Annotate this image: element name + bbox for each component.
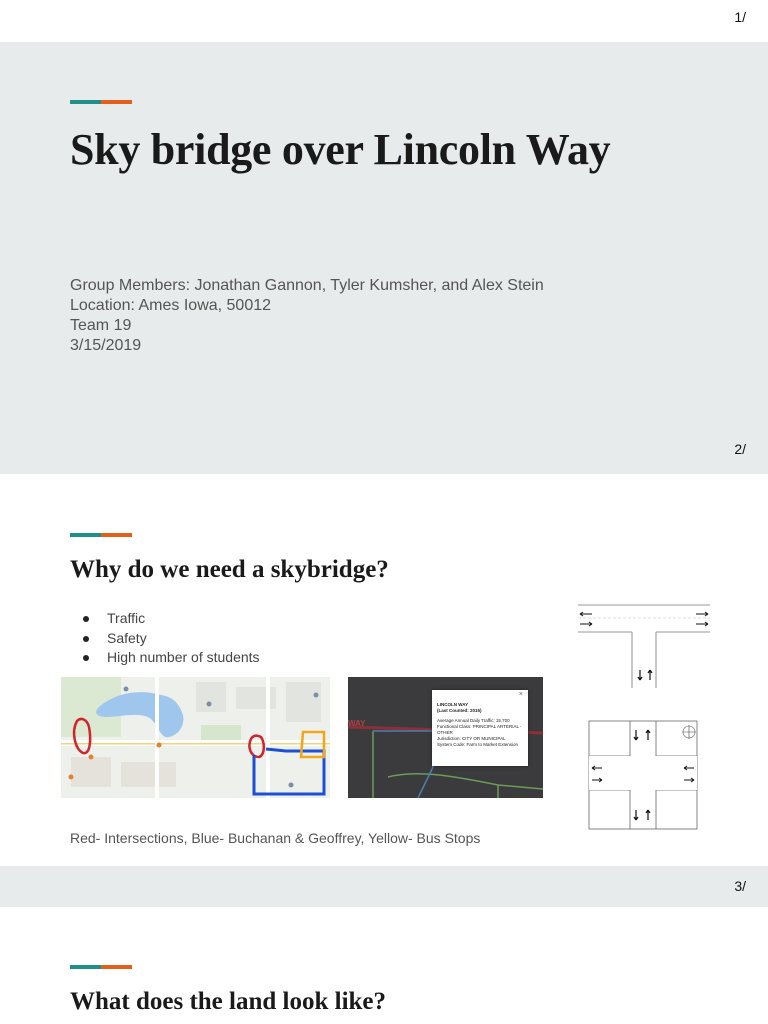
bullet-item: High number of students xyxy=(80,648,260,668)
popup-line: System Code: Farm to Market Extension xyxy=(437,742,519,747)
traffic-count-map xyxy=(348,677,543,798)
bullet-item: Safety xyxy=(80,629,260,649)
title-slide xyxy=(0,42,768,474)
intersection-diagram-1 xyxy=(578,602,710,688)
presentation-title: Sky bridge over Lincoln Way xyxy=(70,125,611,174)
bullet-item: Traffic xyxy=(80,609,260,629)
map-road-label: WAY xyxy=(348,719,366,728)
accent-bar xyxy=(70,100,132,104)
group-members-line: Group Members: Jonathan Gannon, Tyler Kumsher, and Alex Stein xyxy=(70,277,544,294)
close-icon[interactable]: × xyxy=(518,691,523,698)
page-number: 3/ xyxy=(734,878,746,894)
page-number: 1/ xyxy=(734,9,746,25)
page-number: 2/ xyxy=(734,441,746,457)
slide-heading: Why do we need a skybridge? xyxy=(70,556,389,583)
accent-bar xyxy=(70,533,132,537)
campus-map-image xyxy=(61,677,330,798)
bullet-list xyxy=(80,609,260,668)
intersection-diagram-2 xyxy=(588,720,698,830)
date-line: 3/15/2019 xyxy=(70,337,142,354)
presentation-details xyxy=(70,276,544,356)
map-legend-caption: Red- Intersections, Blue- Buchanan & Geoffrey, Yellow- Bus Stops xyxy=(70,830,481,846)
popup-line: Jurisdiction: CITY OR MUNICIPAL xyxy=(437,736,506,741)
location-line: Location: Ames Iowa, 50012 xyxy=(70,297,272,314)
traffic-popup xyxy=(432,690,528,766)
team-line: Team 19 xyxy=(70,317,132,334)
popup-line: Functional Class: PRINCIPAL ARTERIAL - OTHER xyxy=(437,724,522,735)
slide-divider xyxy=(0,866,768,907)
accent-bar xyxy=(70,965,132,969)
slide-heading: What does the land look like? xyxy=(70,988,387,1015)
popup-subheading: (Last Counted: 2015) xyxy=(437,708,482,713)
popup-line: Average Annual Daily Traffic: 15,700 xyxy=(437,718,510,723)
popup-heading: LINCOLN WAY xyxy=(437,702,469,707)
